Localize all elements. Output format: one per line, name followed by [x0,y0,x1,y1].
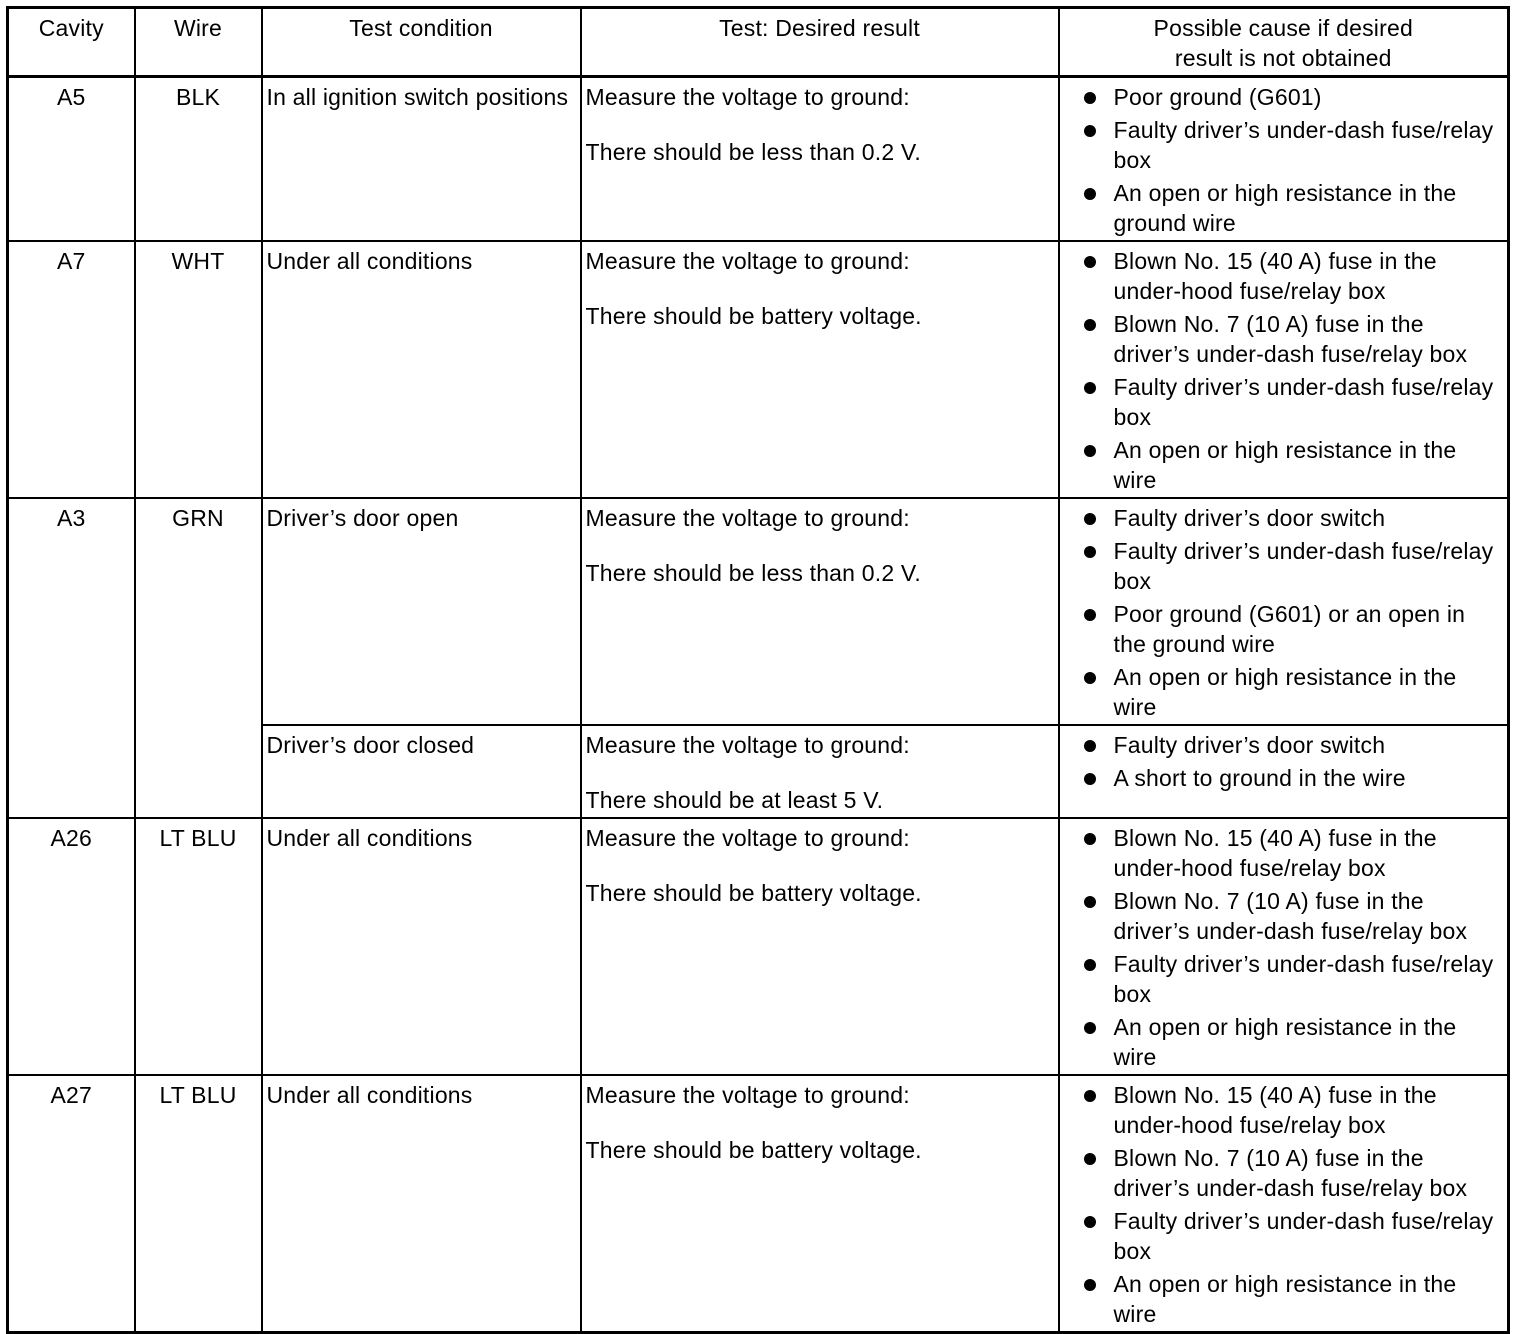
desired-result-cell [581,818,1059,1075]
table-body [8,77,1509,1333]
cause-list [1064,730,1504,793]
cause-list-item [1064,823,1504,883]
cause-list-item [1064,730,1504,760]
header-wire: Wire [135,8,262,77]
cause-text: An open or high resistance in the wire [1113,437,1457,493]
bullet-icon [1084,1022,1096,1034]
result-instruction: Measure the voltage to ground: [585,1082,910,1108]
result-instruction: Measure the voltage to ground: [585,84,910,110]
possible-cause-cell [1059,498,1509,725]
test-condition-cell: Driver’s door closed [262,725,581,818]
test-condition-cell: Under all conditions [262,1075,581,1333]
bullet-icon [1084,125,1096,137]
cause-list-item [1064,503,1504,533]
cause-list [1064,503,1504,722]
result-expected-value: There should be battery voltage. [585,880,922,906]
bullet-icon [1084,609,1096,621]
cause-list-item [1064,1143,1504,1203]
cause-text: Blown No. 7 (10 A) fuse in the driver’s under-dash fuse/relay box [1113,311,1468,367]
cause-list [1064,1080,1504,1329]
cause-list-item [1064,536,1504,596]
connector-test-table [6,6,1510,1334]
wire-color-cell: BLK [135,77,262,242]
bullet-icon [1084,833,1096,845]
header-test-condition: Test condition [262,8,581,77]
cause-text: Blown No. 15 (40 A) fuse in the under-hood fuse/relay box [1113,248,1437,304]
table-row [8,818,1509,1075]
cause-list-item [1064,763,1504,793]
table-row [8,241,1509,498]
wire-color-cell: LT BLU [135,1075,262,1333]
bullet-icon [1084,513,1096,525]
cause-text: An open or high resistance in the ground wire [1113,180,1457,236]
cause-list [1064,823,1504,1072]
possible-cause-cell [1059,725,1509,818]
desired-result-cell [581,241,1059,498]
result-spacer [586,533,1054,558]
cause-list-item [1064,82,1504,112]
cause-text: Blown No. 7 (10 A) fuse in the driver’s under-dash fuse/relay box [1113,1145,1468,1201]
bullet-icon [1084,1279,1096,1291]
cause-list-item [1064,115,1504,175]
cause-text: An open or high resistance in the wire [1113,1014,1457,1070]
cause-list-item [1064,949,1504,1009]
cause-list-item [1064,1206,1504,1266]
result-expected-value: There should be less than 0.2 V. [585,560,921,586]
desired-result-cell [581,725,1059,818]
bullet-icon [1084,896,1096,908]
cause-text: A short to ground in the wire [1113,765,1406,791]
bullet-icon [1084,445,1096,457]
bullet-icon [1084,319,1096,331]
result-expected-value: There should be less than 0.2 V. [585,139,921,165]
cause-text: Poor ground (G601) [1113,84,1322,110]
bullet-icon [1084,92,1096,104]
cavity-cell: A26 [8,818,135,1075]
possible-cause-cell [1059,1075,1509,1333]
cavity-cell: A5 [8,77,135,242]
possible-cause-cell [1059,241,1509,498]
bullet-icon [1084,1153,1096,1165]
result-spacer [586,853,1054,878]
bullet-icon [1084,188,1096,200]
result-spacer [586,112,1054,137]
result-spacer [586,1110,1054,1135]
cause-list-item [1064,886,1504,946]
cause-list [1064,246,1504,495]
cavity-cell: A3 [8,498,135,818]
bullet-icon [1084,382,1096,394]
cause-list-item [1064,435,1504,495]
cause-text: Blown No. 7 (10 A) fuse in the driver’s under-dash fuse/relay box [1113,888,1468,944]
cause-list-item [1064,1012,1504,1072]
bullet-icon [1084,740,1096,752]
table-header-row [8,8,1509,77]
cause-text: Faulty driver’s under-dash fuse/relay box [1113,1208,1494,1264]
result-instruction: Measure the voltage to ground: [585,505,910,531]
document-page [6,6,1510,1334]
header-desired-result: Test: Desired result [581,8,1059,77]
test-condition-cell: In all ignition switch positions [262,77,581,242]
possible-cause-cell [1059,818,1509,1075]
bullet-icon [1084,773,1096,785]
wire-color-cell: LT BLU [135,818,262,1075]
cavity-cell: A27 [8,1075,135,1333]
result-spacer [586,760,1054,785]
result-instruction: Measure the voltage to ground: [585,732,910,758]
result-instruction: Measure the voltage to ground: [585,825,910,851]
cause-list-item [1064,1080,1504,1140]
header-possible-cause [1059,8,1509,77]
cause-list-item [1064,662,1504,722]
cause-list-item [1064,178,1504,238]
cause-text: Faulty driver’s under-dash fuse/relay box [1113,951,1494,1007]
cause-text: Faulty driver’s under-dash fuse/relay box [1113,374,1494,430]
cause-list-item [1064,309,1504,369]
desired-result-cell [581,498,1059,725]
result-instruction: Measure the voltage to ground: [585,248,910,274]
cause-list-item [1064,246,1504,306]
cavity-cell: A7 [8,241,135,498]
cause-text: Blown No. 15 (40 A) fuse in the under-hood fuse/relay box [1113,1082,1437,1138]
cause-text: Faulty driver’s door switch [1113,732,1386,758]
cause-text: An open or high resistance in the wire [1113,664,1457,720]
result-expected-value: There should be at least 5 V. [585,787,884,813]
wire-color-cell: GRN [135,498,262,818]
bullet-icon [1084,672,1096,684]
cause-text: Poor ground (G601) or an open in the ground wire [1113,601,1466,657]
header-cavity: Cavity [8,8,135,77]
result-expected-value: There should be battery voltage. [585,1137,922,1163]
desired-result-cell [581,1075,1059,1333]
bullet-icon [1084,959,1096,971]
cause-list-item [1064,1269,1504,1329]
cause-text: An open or high resistance in the wire [1113,1271,1457,1327]
result-spacer [586,276,1054,301]
header-possible-cause-line: result is not obtained [1174,45,1392,71]
table-row [8,498,1509,725]
cause-text: Faulty driver’s under-dash fuse/relay box [1113,117,1494,173]
cause-list [1064,82,1504,238]
cause-list-item [1064,599,1504,659]
header-possible-cause-line: Possible cause if desired [1153,15,1413,41]
bullet-icon [1084,1090,1096,1102]
table-row [8,1075,1509,1333]
cause-text: Blown No. 15 (40 A) fuse in the under-hood fuse/relay box [1113,825,1437,881]
possible-cause-cell [1059,77,1509,242]
bullet-icon [1084,546,1096,558]
desired-result-cell [581,77,1059,242]
test-condition-cell: Driver’s door open [262,498,581,725]
wire-color-cell: WHT [135,241,262,498]
cause-text: Faulty driver’s under-dash fuse/relay box [1113,538,1494,594]
bullet-icon [1084,256,1096,268]
table-row [8,77,1509,242]
result-expected-value: There should be battery voltage. [585,303,922,329]
cause-list-item [1064,372,1504,432]
cause-text: Faulty driver’s door switch [1113,505,1386,531]
bullet-icon [1084,1216,1096,1228]
test-condition-cell: Under all conditions [262,241,581,498]
test-condition-cell: Under all conditions [262,818,581,1075]
